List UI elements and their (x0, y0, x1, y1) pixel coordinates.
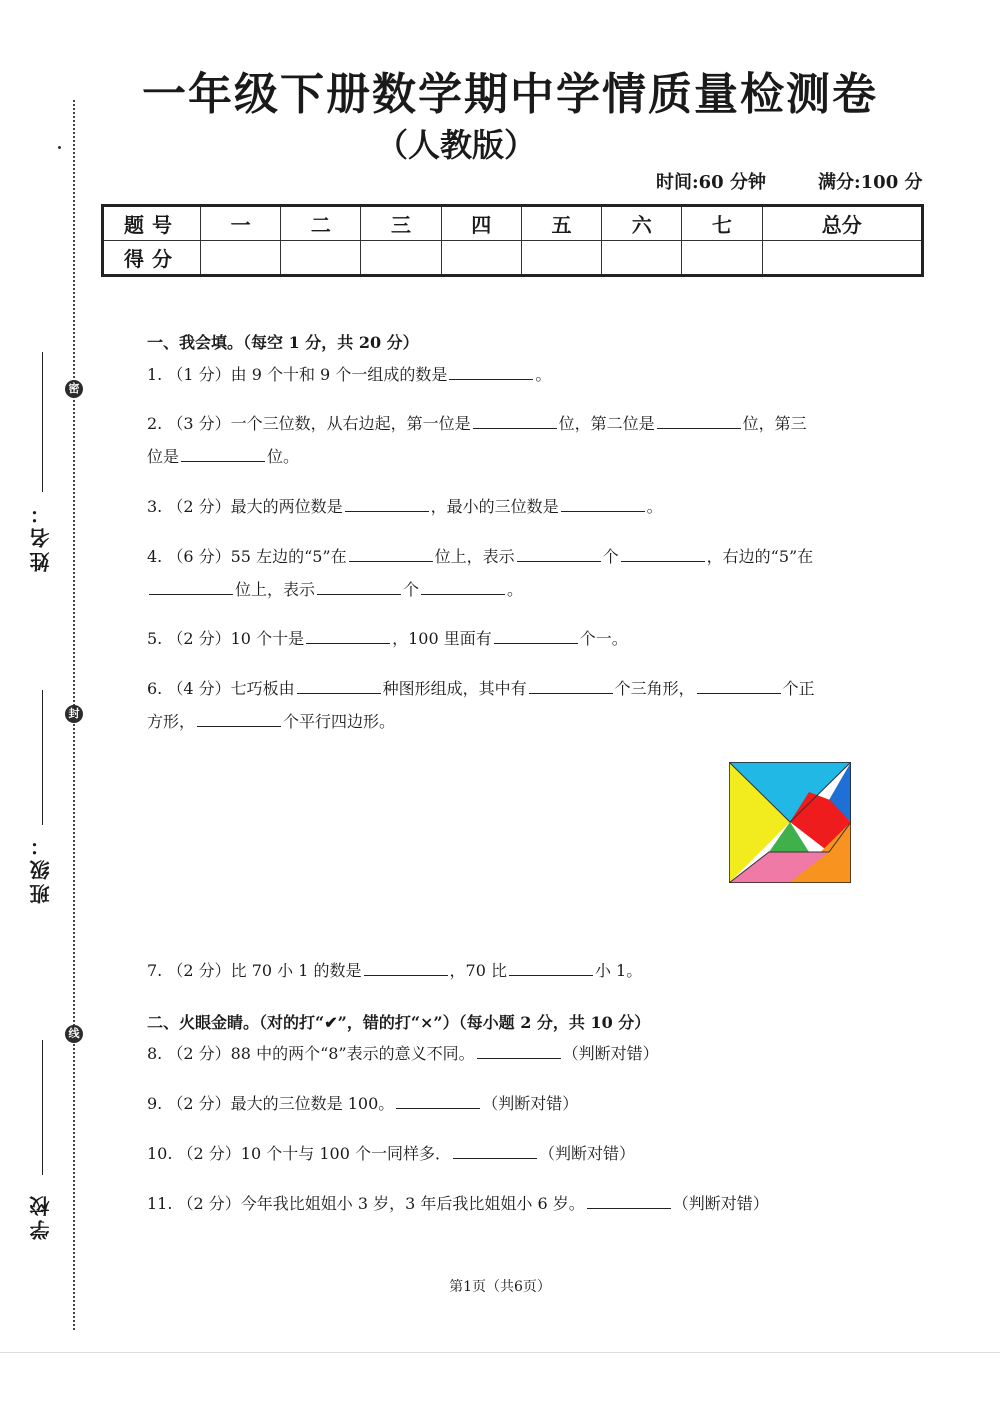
answer-blank[interactable] (517, 543, 601, 562)
page-number: 第1页（共6页） (449, 1279, 551, 1295)
answer-blank[interactable] (306, 625, 390, 644)
q2-text: 位是 (147, 447, 180, 466)
answer-blank[interactable] (317, 576, 401, 595)
q4-text: 个 (602, 547, 619, 566)
q4-text: 4. （6 分）55 左边的“5”在 (147, 547, 347, 566)
score-col-7: 七 (682, 206, 762, 241)
page-bottom-edge (0, 1352, 1000, 1353)
class-write-line (42, 690, 43, 825)
q6-text: 个平行四边形。 (283, 712, 396, 731)
answer-blank[interactable] (297, 675, 381, 694)
answer-blank[interactable] (396, 1090, 480, 1109)
score-col-5: 五 (521, 206, 601, 241)
q4-text: 位上，表示 (434, 547, 515, 566)
q9-text: 9. （2 分）最大的三位数是 100。 (147, 1094, 395, 1113)
score-cell[interactable] (281, 241, 361, 276)
question-6 (147, 672, 857, 738)
answer-blank[interactable] (449, 361, 533, 380)
answer-blank[interactable] (453, 1140, 537, 1159)
name-write-line (42, 352, 43, 492)
score-cell[interactable] (201, 241, 281, 276)
score-col-2: 二 (281, 206, 361, 241)
score-cell[interactable] (762, 241, 922, 276)
question-10 (147, 1137, 857, 1170)
answer-blank[interactable] (473, 410, 557, 429)
tangram-figure (729, 762, 851, 883)
answer-blank[interactable] (349, 543, 433, 562)
seal-mark-xian: 线 (65, 1025, 83, 1043)
score-cell[interactable] (521, 241, 601, 276)
question-3 (147, 490, 857, 523)
q7-text: 小 1。 (594, 961, 643, 980)
score-table-header-row (103, 206, 923, 241)
score-table-score-row (103, 241, 923, 276)
q7-text: ，70 比 (449, 961, 507, 980)
page-title: 一年级下册数学期中学情质量检测卷 (142, 69, 878, 120)
answer-blank[interactable] (421, 576, 505, 595)
q4-text: ，右边的“5”在 (706, 547, 814, 566)
score-col-6: 六 (602, 206, 682, 241)
answer-blank[interactable] (509, 957, 593, 976)
q6-text: 6. （4 分）七巧板由 (147, 679, 295, 698)
q1-text: 。 (535, 365, 552, 384)
name-label: 姓名： (29, 500, 53, 572)
q5-text: ，100 里面有 (392, 629, 492, 648)
q3-text: ，最小的三位数是 (430, 497, 559, 516)
q4-text: 位上，表示 (235, 580, 316, 599)
q11-text: 11. （2 分）今年我比姐姐小 3 岁，3 年后我比姐姐小 6 岁。 (147, 1194, 585, 1213)
score-cell[interactable] (602, 241, 682, 276)
answer-blank[interactable] (697, 675, 781, 694)
answer-blank[interactable] (561, 493, 645, 512)
q5-text: 5. （2 分）10 个十是 (147, 629, 305, 648)
score-table (101, 204, 924, 277)
q8-text: 8. （2 分）88 中的两个“8”表示的意义不同。 (147, 1044, 475, 1063)
school-label: 学校 (29, 1192, 53, 1240)
q3-text: 。 (646, 497, 663, 516)
answer-blank[interactable] (345, 493, 429, 512)
section-2-heading: 二、火眼金睛。（对的打“✔”，错的打“×”）（每小题 2 分，共 10 分） (147, 1013, 651, 1032)
score-cell[interactable] (361, 241, 441, 276)
score-col-3: 三 (361, 206, 441, 241)
q11-hint: （判断对错） (672, 1194, 769, 1213)
q4-text: 。 (507, 580, 524, 599)
q9-hint: （判断对错） (482, 1094, 579, 1113)
answer-blank[interactable] (529, 675, 613, 694)
q1-text: 1. （1 分）由 9 个十和 9 个一组成的数是 (147, 365, 448, 384)
score-table-row-head: 得分 (103, 241, 201, 276)
q6-text: 个三角形， (614, 679, 695, 698)
question-4 (147, 540, 857, 606)
q4-text: 个 (403, 580, 420, 599)
q6-text: 个正 (782, 679, 815, 698)
score-cell[interactable] (682, 241, 762, 276)
question-11 (147, 1187, 857, 1220)
question-8 (147, 1037, 857, 1070)
answer-blank[interactable] (181, 443, 265, 462)
q5-text: 个一。 (579, 629, 628, 648)
full-score: 满分:100 分 (818, 172, 923, 193)
q3-text: 3. （2 分）最大的两位数是 (147, 497, 343, 516)
section-1-heading: 一、我会填。（每空 1 分，共 20 分） (147, 333, 419, 352)
q2-text: 2. （3 分）一个三位数，从右边起，第一位是 (147, 414, 471, 433)
answer-blank[interactable] (621, 543, 705, 562)
q7-text: 7. （2 分）比 70 小 1 的数是 (147, 961, 362, 980)
answer-blank[interactable] (197, 708, 281, 727)
q8-hint: （判断对错） (562, 1044, 659, 1063)
question-2 (147, 407, 857, 473)
question-5 (147, 622, 857, 655)
question-7 (147, 954, 857, 987)
seal-mark-feng: 封 (65, 705, 83, 723)
score-col-4: 四 (441, 206, 521, 241)
margin-dot (58, 146, 61, 149)
score-col-total: 总分 (762, 206, 922, 241)
seal-mark-mi: 密 (65, 380, 83, 398)
exam-time: 时间:60 分钟 (656, 172, 766, 193)
q10-hint: （判断对错） (538, 1144, 635, 1163)
answer-blank[interactable] (494, 625, 578, 644)
q2-text: 位，第二位是 (558, 414, 655, 433)
score-cell[interactable] (441, 241, 521, 276)
answer-blank[interactable] (364, 957, 448, 976)
page-subtitle: （人教版） (376, 126, 537, 164)
score-col-1: 一 (201, 206, 281, 241)
answer-blank[interactable] (149, 576, 233, 595)
answer-blank[interactable] (587, 1190, 671, 1209)
answer-blank[interactable] (477, 1040, 561, 1059)
question-9 (147, 1087, 857, 1120)
q6-text: 种图形组成，其中有 (382, 679, 527, 698)
q6-text: 方形， (147, 712, 196, 731)
class-label: 班级： (29, 832, 53, 904)
answer-blank[interactable] (657, 410, 741, 429)
school-write-line (42, 1040, 43, 1175)
q2-text: 位，第三 (742, 414, 807, 433)
question-1 (147, 358, 857, 391)
score-table-row-head: 题号 (103, 206, 201, 241)
q2-text: 位。 (267, 447, 300, 466)
q10-text: 10. （2 分）10 个十与 100 个一同样多． (147, 1144, 451, 1163)
